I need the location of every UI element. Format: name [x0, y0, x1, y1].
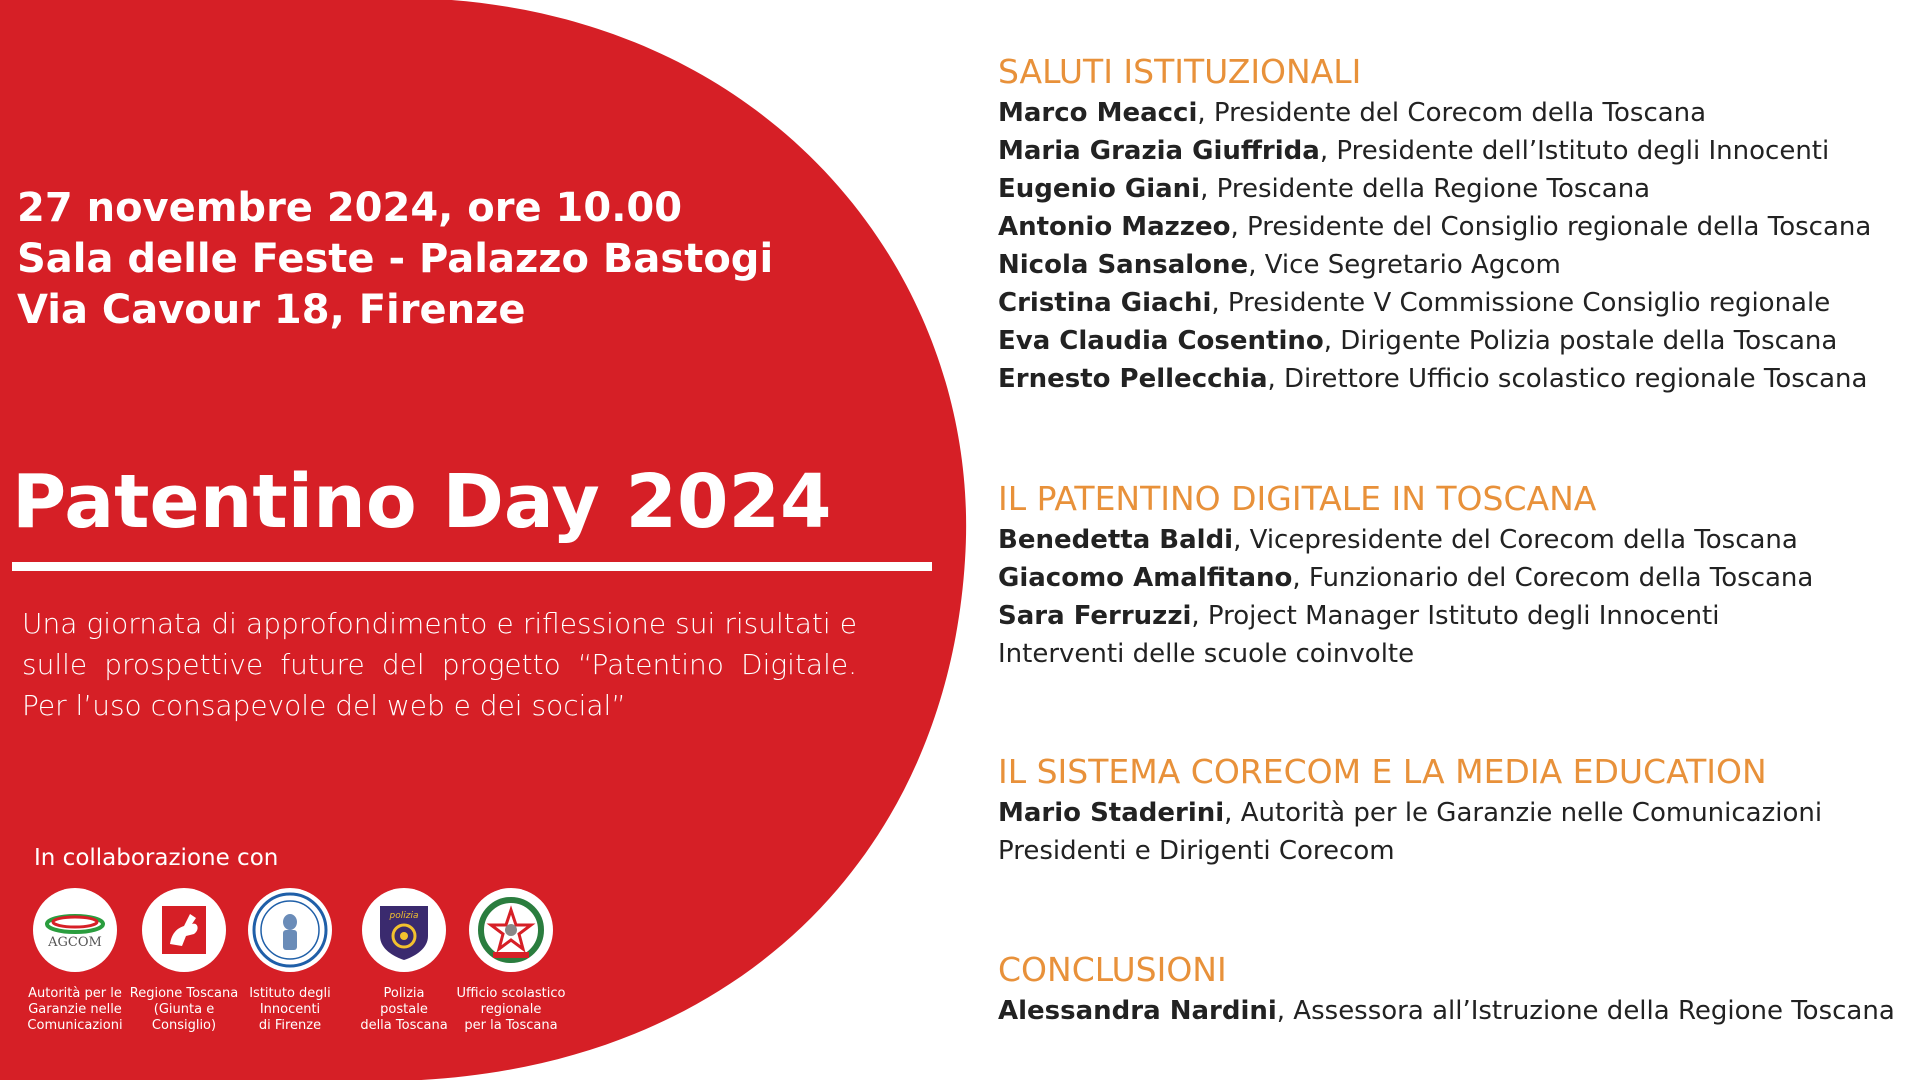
speaker-item: Antonio Mazzeo, Presidente del Consiglio regionale della Toscana: [998, 212, 1872, 242]
polizia-postale-icon: [362, 888, 446, 972]
speaker-item: Maria Grazia Giuffrida, Presidente dell’Istituto degli Innocenti: [998, 136, 1830, 166]
istituto-innocenti-icon: [248, 888, 332, 972]
speaker-item: Marco Meacci, Presidente del Corecom della Toscana: [998, 98, 1707, 128]
regione-toscana-pegasus-icon: [142, 888, 226, 972]
partner-caption: Polizia postale della Toscana: [360, 986, 448, 1033]
section-heading: IL SISTEMA CORECOM E LA MEDIA EDUCATION: [998, 752, 1767, 791]
partner-istituto-innocenti: [225, 888, 355, 1034]
speaker-item: Eugenio Giani, Presidente della Regione Toscana: [998, 174, 1651, 204]
partner-caption: Regione Toscana (Giunta e Consiglio): [129, 986, 239, 1033]
section-sistema-corecom: [998, 750, 1822, 870]
page-title: Patentino Day 2024: [12, 459, 832, 545]
speaker-item: Ernesto Pellecchia, Direttore Ufficio scolastico regionale Toscana: [998, 364, 1868, 394]
section-heading: IL PATENTINO DIGITALE IN TOSCANA: [998, 479, 1597, 518]
agcom-logo-icon: [33, 888, 117, 972]
agcom-logo-text: AGCOM: [48, 935, 102, 950]
section-heading: SALUTI ISTITUZIONALI: [998, 52, 1362, 91]
event-date-time: 27 novembre 2024, ore 10.00: [17, 185, 683, 231]
speaker-item: Giacomo Amalfitano, Funzionario del Corecom della Toscana: [998, 563, 1814, 593]
polizia-logo-text: polizia: [389, 911, 419, 921]
partner-caption: Istituto degli Innocenti di Firenze: [249, 986, 331, 1033]
speaker-item: Interventi delle scuole coinvolte: [998, 639, 1415, 669]
section-saluti-istituzionali: [998, 50, 1871, 398]
event-venue: Sala delle Feste - Palazzo Bastogi: [17, 236, 774, 282]
section-conclusioni: [998, 948, 1895, 1030]
speaker-item: Cristina Giachi, Presidente V Commissione Consiglio regionale: [998, 288, 1831, 318]
event-info: [17, 183, 773, 336]
partner-ufficio-scolastico: [446, 888, 576, 1034]
speaker-item: Eva Claudia Cosentino, Dirigente Polizia postale della Toscana: [998, 326, 1838, 356]
speaker-item: Sara Ferruzzi, Project Manager Istituto degli Innocenti: [998, 601, 1720, 631]
speaker-item: Presidenti e Dirigenti Corecom: [998, 836, 1395, 866]
section-heading: CONCLUSIONI: [998, 950, 1227, 989]
partner-caption: Ufficio scolastico regionale per la Toscana: [456, 986, 566, 1033]
speaker-item: Mario Staderini, Autorità per le Garanzie nelle Comunicazioni: [998, 798, 1823, 828]
speaker-item: Alessandra Nardini, Assessora all’Istruzione della Regione Toscana: [998, 996, 1895, 1026]
speaker-item: Benedetta Baldi, Vicepresidente del Corecom della Toscana: [998, 525, 1798, 555]
event-address: Via Cavour 18, Firenze: [17, 287, 526, 333]
speaker-item: Nicola Sansalone, Vice Segretario Agcom: [998, 250, 1561, 280]
collaboration-label: In collaborazione con: [34, 845, 279, 871]
repubblica-italiana-emblem-icon: [469, 888, 553, 972]
partner-caption: Autorità per le Garanzie nelle Comunicazioni: [27, 986, 123, 1033]
title-underline: [12, 562, 932, 571]
section-patentino-digitale: [998, 477, 1813, 673]
event-description: Una giornata di approfondimento e riflessione sui risultati e sulle prospettive future del progetto “Patentino Digitale. Per l’uso consapevole del web e dei social”: [22, 607, 857, 722]
